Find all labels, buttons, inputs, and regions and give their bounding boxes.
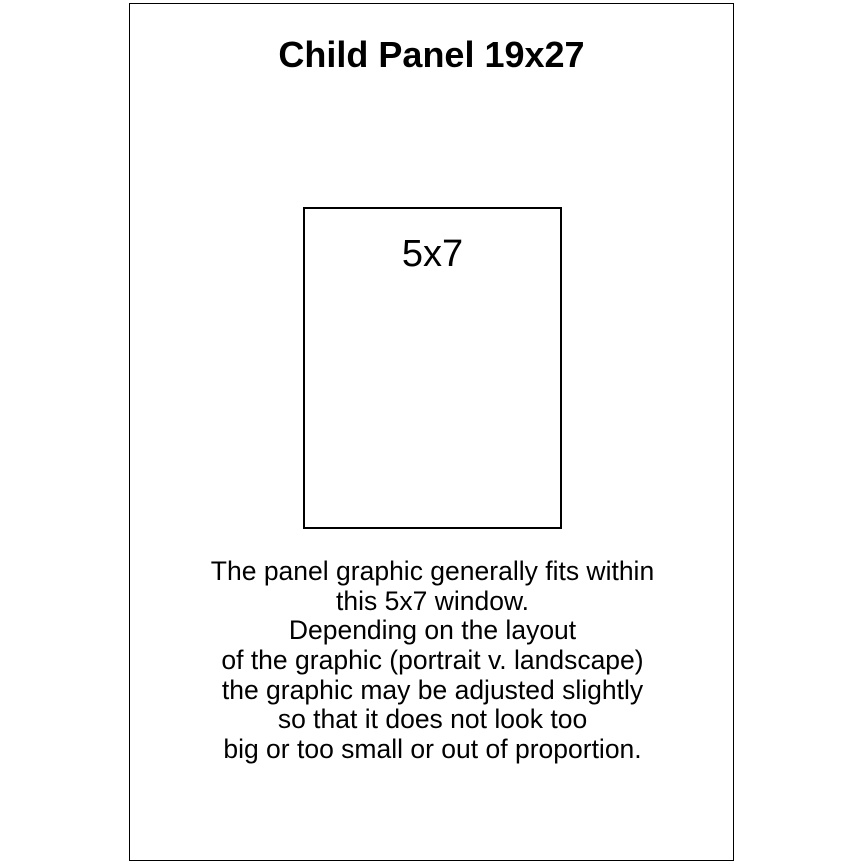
caption-line: the graphic may be adjusted slightly xyxy=(221,674,644,705)
caption-line: big or too small or out of proportion. xyxy=(223,734,642,765)
caption-block xyxy=(142,557,723,765)
caption-line: of the graphic (portrait v. landscape) xyxy=(221,645,644,676)
caption-line: The panel graphic generally fits within xyxy=(210,556,655,586)
window-size-label: 5x7 xyxy=(401,233,464,275)
photo-window-5x7 xyxy=(303,207,562,529)
child-panel-outline xyxy=(129,3,734,861)
caption-line: this 5x7 window. xyxy=(336,585,529,616)
page-title: Child Panel 19x27 xyxy=(278,34,585,75)
caption-line: so that it does not look too xyxy=(277,704,588,735)
caption-line: Depending on the layout xyxy=(288,615,577,646)
